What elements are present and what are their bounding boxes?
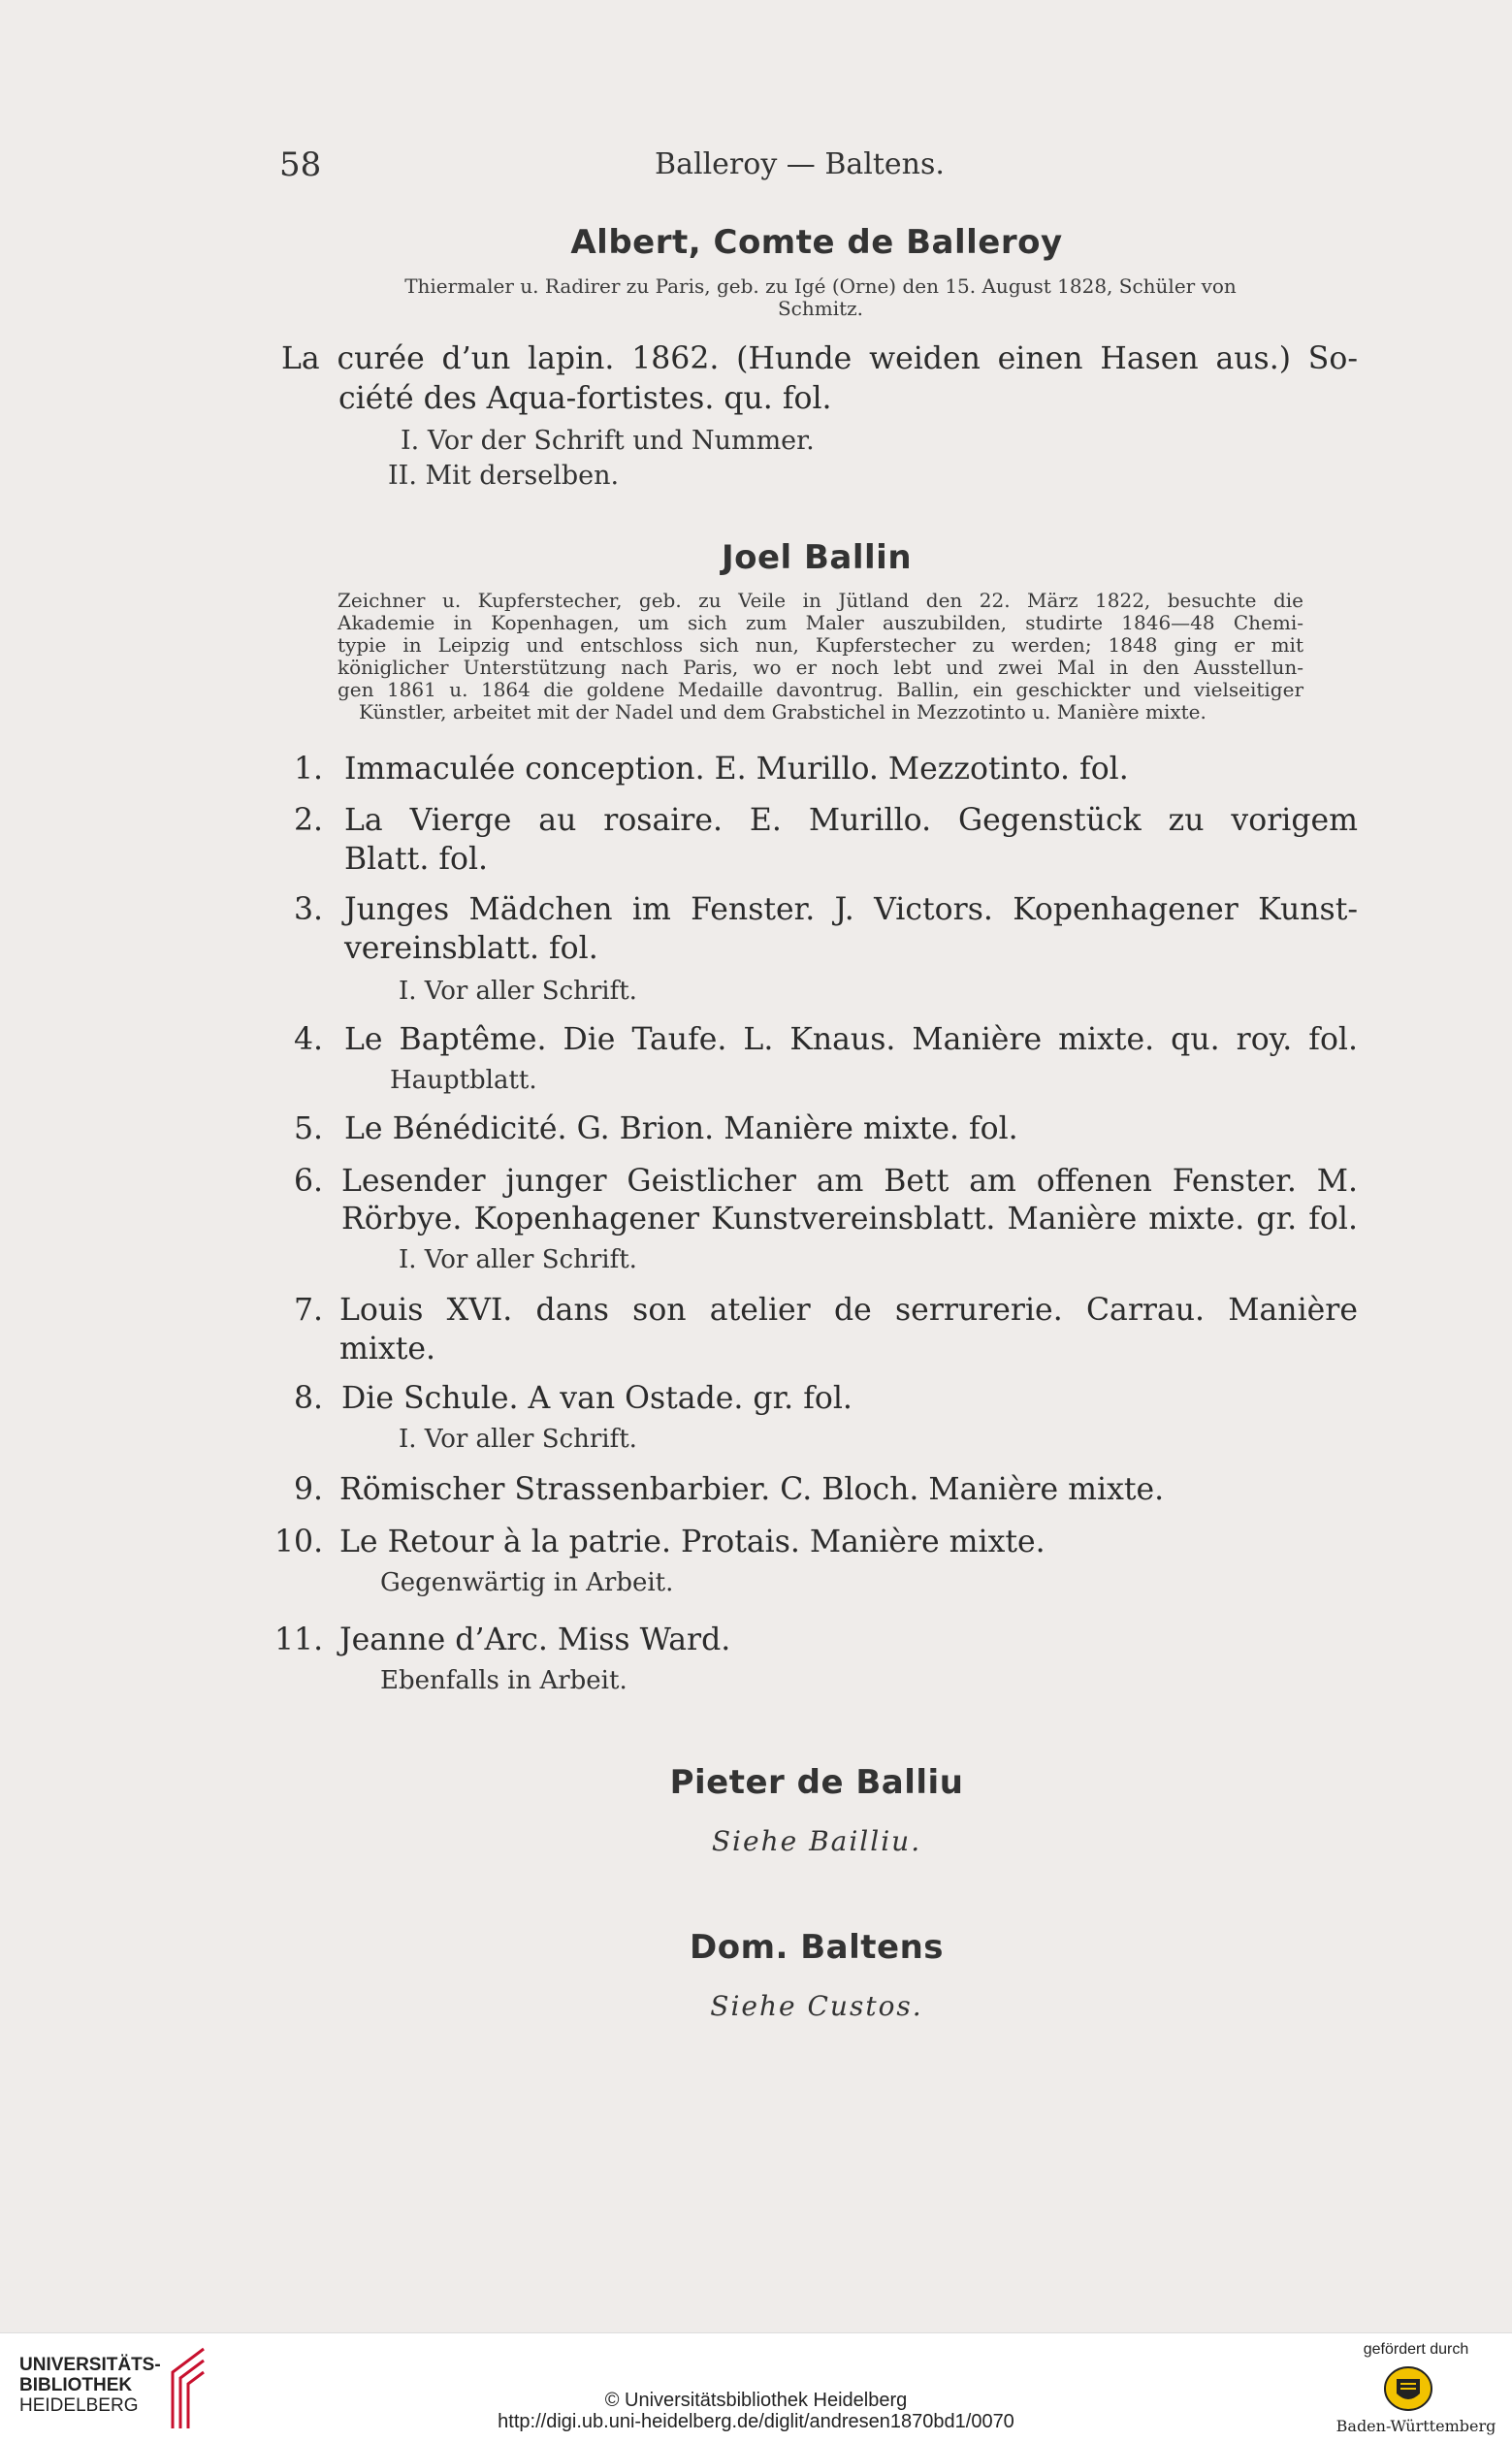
work-line: Lesender junger Geistlicher am Bett am offenen Fenster. M. [341, 1164, 1358, 1199]
work-line: Die Schule. A van Ostade. gr. fol. [341, 1381, 853, 1416]
work-number: 4. [293, 1022, 323, 1057]
work-number: 8. [293, 1381, 323, 1416]
bio-line: Akademie in Kopenhagen, um sich zum Maler auszubilden, studirte 1846—48 Chemi- [338, 611, 1303, 634]
work-note: I. Vor aller Schrift. [399, 977, 637, 1006]
work-number: 9. [293, 1472, 323, 1507]
bio-line: königlicher Unterstützung nach Paris, wo er noch lebt und zwei Mal in den Ausstellun- [338, 656, 1303, 679]
work-line: mixte. [339, 1332, 436, 1366]
cross-reference: Siehe Custos. [710, 1990, 923, 2022]
cross-reference: Siehe Bailliu. [711, 1825, 922, 1857]
library-line: UNIVERSITÄTS- [19, 2355, 161, 2375]
source-url-link[interactable]: http://digi.ub.uni-heidelberg.de/diglit/andresen1870bd1/0070 [498, 2411, 1014, 2432]
work-line: Le Bénédicité. G. Brion. Manière mixte. fol. [344, 1111, 1018, 1146]
library-line: BIBLIOTHEK [19, 2375, 133, 2395]
section-heading-baltens: Dom. Baltens [689, 1928, 945, 1967]
sponsor-label: gefördert durch [1363, 2341, 1469, 2358]
bio-line: Schmitz. [777, 297, 864, 320]
work-number: 10. [274, 1525, 324, 1559]
work-line: Le Retour à la patrie. Protais. Manière mixte. [339, 1525, 1046, 1559]
entry-line: ciété des Aqua-fortistes. qu. fol. [338, 381, 832, 416]
work-note: Hauptblatt. [390, 1066, 537, 1095]
work-line: Jeanne d’Arc. Miss Ward. [339, 1623, 731, 1657]
sponsor-name: Baden-Württemberg [1335, 2417, 1496, 2435]
section-heading-balleroy: Albert, Comte de Balleroy [570, 223, 1063, 262]
copyright-text: © Universitätsbibliothek Heidelberg [604, 2390, 908, 2411]
work-line: Louis XVI. dans son atelier de serrurerie. Carrau. Manière [339, 1293, 1358, 1328]
page-number: 58 [279, 145, 322, 184]
work-number: 11. [274, 1623, 324, 1657]
work-number: 3. [293, 892, 323, 927]
work-number: 1. [293, 752, 323, 787]
work-number: 2. [293, 803, 323, 838]
state-coat-of-arms-icon [1382, 2364, 1434, 2413]
work-line: Römischer Strassenbarbier. C. Bloch. Manière mixte. [339, 1472, 1165, 1507]
bio-line: Thiermaler u. Radirer zu Paris, geb. zu Igé (Orne) den 15. August 1828, Schüler von [404, 274, 1237, 298]
bio-ballin [338, 590, 1303, 723]
entry-line: La curée d’un lapin. 1862. (Hunde weiden einen Hasen aus.) So- [281, 341, 1358, 376]
work-line: Immaculée conception. E. Murillo. Mezzotinto. fol. [344, 752, 1129, 787]
work-note: Ebenfalls in Arbeit. [380, 1666, 627, 1695]
bio-line: gen 1861 u. 1864 die goldene Medaille davontrug. Ballin, ein geschickter und vielseitiger [338, 678, 1303, 701]
work-note: I. Vor aller Schrift. [399, 1245, 637, 1274]
footer-bar [0, 2332, 1512, 2442]
work-line: Rörbye. Kopenhagener Kunstvereinsblatt. Manière mixte. gr. fol. [341, 1202, 1358, 1237]
bio-line: typie in Leipzig und entschloss sich nun, Kupferstecher zu werden; 1848 ging er mit [338, 633, 1303, 657]
bio-line: Zeichner u. Kupferstecher, geb. zu Veile in Jütland den 22. März 1822, besuchte die [338, 589, 1303, 612]
section-heading-balliu: Pieter de Balliu [669, 1763, 964, 1802]
work-line: Blatt. fol. [344, 842, 489, 877]
work-line: La Vierge au rosaire. E. Murillo. Gegenstück zu vorigem [344, 803, 1358, 838]
state-line: II. Mit derselben. [388, 461, 620, 491]
library-line: HEIDELBERG [19, 2395, 139, 2416]
bio-line: Künstler, arbeitet mit der Nadel und dem Grabstichel in Mezzotinto u. Manière mixte. [359, 700, 1206, 723]
work-note: I. Vor aller Schrift. [399, 1425, 637, 1454]
work-number: 6. [293, 1164, 323, 1199]
work-line: Junges Mädchen im Fenster. J. Victors. Kopenhagener Kunst- [344, 892, 1358, 927]
work-note: Gegenwärtig in Arbeit. [380, 1568, 674, 1597]
section-heading-ballin: Joel Ballin [721, 538, 913, 577]
work-number: 5. [293, 1111, 323, 1146]
work-number: 7. [293, 1293, 323, 1328]
bio-balleroy [338, 275, 1303, 320]
work-line: Le Baptême. Die Taufe. L. Knaus. Manière mixte. qu. roy. fol. [344, 1022, 1358, 1057]
state-line: I. Vor der Schrift und Nummer. [401, 426, 815, 456]
running-title: Balleroy — Baltens. [655, 147, 945, 181]
work-line: vereinsblatt. fol. [344, 931, 598, 966]
